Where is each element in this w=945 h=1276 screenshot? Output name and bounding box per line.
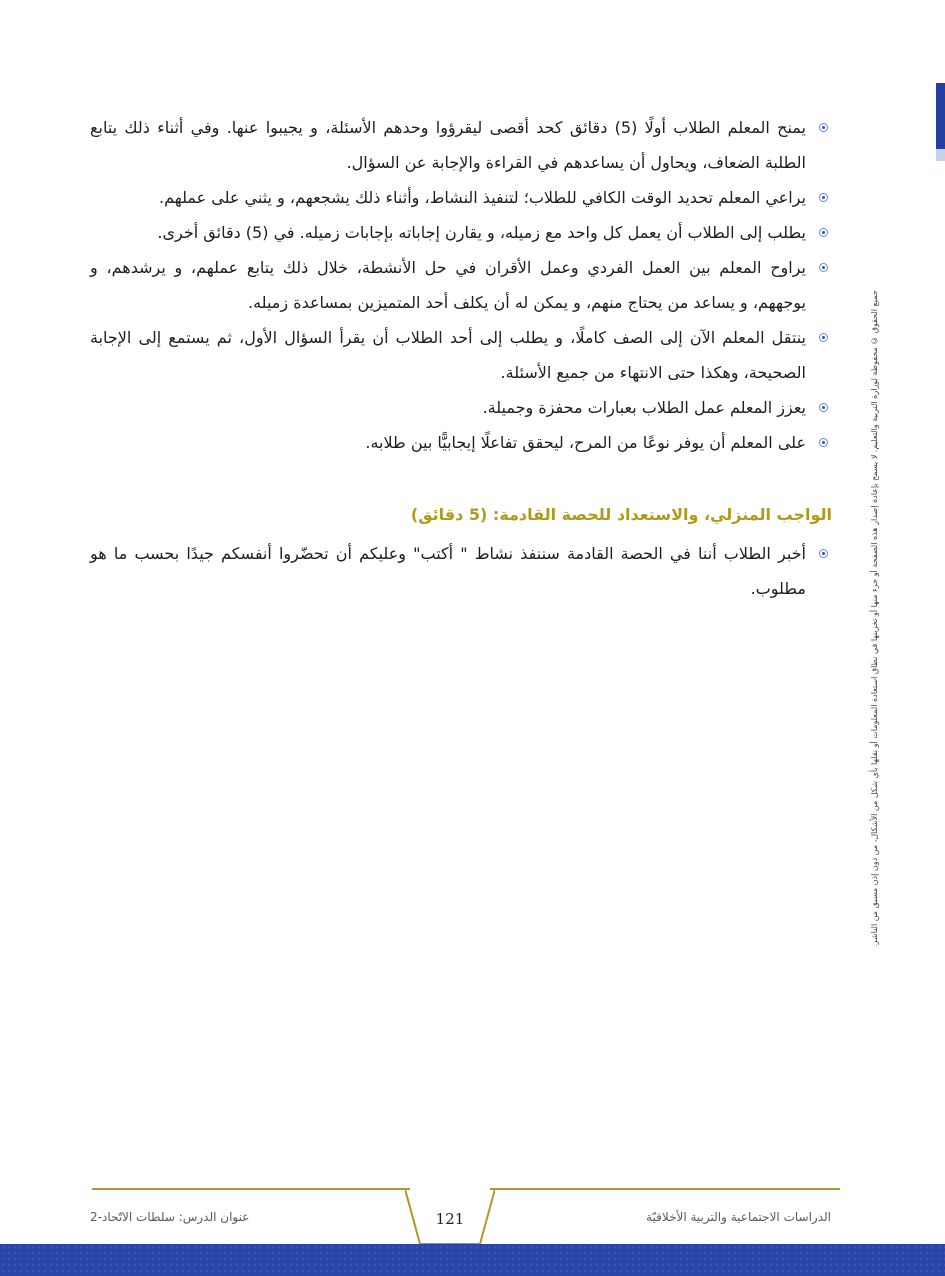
bullet-circle-icon bbox=[819, 549, 828, 558]
bullet-circle-icon bbox=[819, 228, 828, 237]
bullet-circle-icon bbox=[819, 333, 828, 342]
list-item bbox=[90, 320, 832, 390]
bullet-circle-icon bbox=[819, 123, 828, 132]
list-item bbox=[90, 536, 832, 606]
list-item bbox=[90, 180, 832, 215]
copyright-notice: جميع الحقوق © محفوظة لوزارة التربية والتعليم. لا يسمح بإعادة إصدار هذه الصفحة أو جزء منها أو تخزينها في نطاق استعادة المعلومات أو نقلها بأي شكل من الأشكال، من دون إذن مسبق من الناشر. bbox=[870, 290, 879, 947]
page-number: 121 bbox=[435, 1210, 465, 1228]
edge-tab bbox=[936, 83, 945, 149]
footer-lesson-title: عنوان الدرس: سلطات الاتّحاد-2 bbox=[90, 1210, 250, 1224]
edge-tab-light bbox=[936, 149, 945, 161]
list-item-text: يطلب إلى الطلاب أن يعمل كل واحد مع زميله، و يقارن إجاباته بإجابات زميله. في (5) دقائق أخرى. bbox=[157, 223, 806, 242]
homework-heading: الواجب المنزلي، والاستعداد للحصة القادمة: (5 دقائق) bbox=[410, 505, 832, 524]
bullet-circle-icon bbox=[819, 403, 828, 412]
bullet-circle-icon bbox=[819, 438, 828, 447]
bullet-circle-icon bbox=[819, 193, 828, 202]
bottom-band-texture bbox=[0, 1244, 945, 1276]
list-item-text: يعزز المعلم عمل الطلاب بعبارات محفزة وجميلة. bbox=[482, 398, 806, 417]
list-item bbox=[90, 110, 832, 180]
footer-subject: الدراسات الاجتماعية والتربية الأخلاقيّة bbox=[646, 1210, 831, 1224]
list-item-text: ينتقل المعلم الآن إلى الصف كاملًا، و يطلب إلى أحد الطلاب أن يقرأ السؤال الأول، ثم يستمع إلى الإجابة الصحيحة، وهكذا حتى الانتهاء من جميع الأسئلة. bbox=[90, 328, 806, 382]
list-item bbox=[90, 250, 832, 320]
list-item bbox=[90, 390, 832, 425]
footer-rule-left bbox=[92, 1188, 410, 1190]
list-item bbox=[90, 425, 832, 460]
footer-rule-right bbox=[490, 1188, 840, 1190]
activity-steps-list bbox=[90, 110, 832, 460]
list-item-text: يراعي المعلم تحديد الوقت الكافي للطلاب؛ لتنفيذ النشاط، وأثناء ذلك يشجعهم، و يثني على عملهم. bbox=[159, 188, 806, 207]
list-item bbox=[90, 215, 832, 250]
list-item-text: أخبر الطلاب أننا في الحصة القادمة سننفذ نشاط " أكتب" وعليكم أن تحضّروا أنفسكم جيدًا بحسب ما هو مطلوب. bbox=[90, 544, 806, 598]
list-item-text: يراوح المعلم بين العمل الفردي وعمل الأقران في حل الأنشطة، خلال ذلك يتابع عملهم، و يرشدهم، و يوجههم، و يساعد من يحتاج منهم، و يمكن له أن يكلف أحد المتميزين بمساعدة زميله. bbox=[90, 258, 806, 312]
bullet-circle-icon bbox=[819, 263, 828, 272]
page-content bbox=[90, 110, 832, 606]
list-item-text: على المعلم أن يوفر نوعًا من المرح، ليحقق تفاعلًا إيجابيًّا بين طلابه. bbox=[365, 433, 806, 452]
list-item-text: يمنح المعلم الطلاب أولًا (5) دقائق كحد أقصى ليقرؤوا وحدهم الأسئلة، و يجيبوا عنها. وفي أثناء ذلك يتابع الطلبة الضعاف، ويحاول أن يساعدهم في القراءة والإجابة عن السؤال. bbox=[90, 118, 807, 172]
homework-list bbox=[90, 536, 832, 606]
